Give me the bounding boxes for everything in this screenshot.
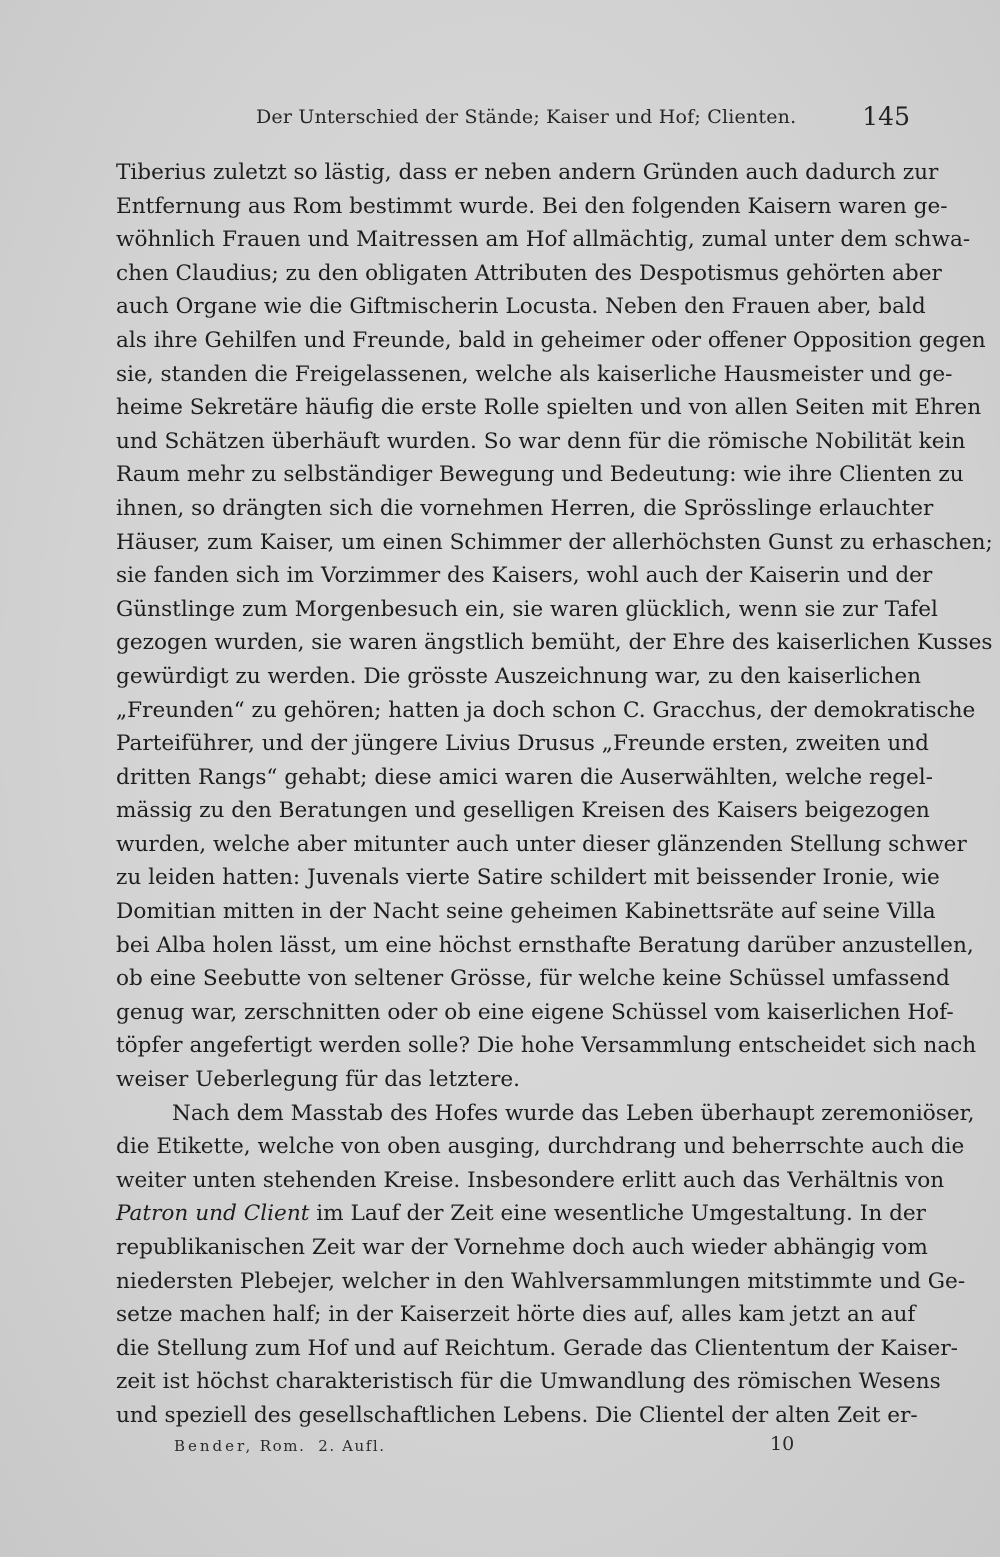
text-line: sie, standen die Freigelassenen, welche als kaiserliche Hausmeister und ge- [116, 361, 953, 387]
signature-author: Bender, [174, 1437, 254, 1455]
signature-edition: 2. Aufl. [318, 1437, 386, 1455]
page-footer [116, 1431, 900, 1463]
page-body [116, 156, 993, 1433]
text-line: auch Organe wie die Giftmischerin Locusta. Neben den Frauen aber, bald [116, 294, 926, 320]
text-line: ihnen, so drängten sich die vornehmen Herren, die Sprösslinge erlauchter [116, 495, 934, 521]
text-line: weiter unten stehenden Kreise. Insbesondere erlitt auch das Verhältnis von [116, 1167, 945, 1193]
text-line: töpfer angefertigt werden solle? Die hohe Versammlung entscheidet sich nach [116, 1033, 977, 1059]
paragraph-1 [116, 156, 993, 1097]
text-segment: im Lauf der Zeit eine wesentliche Umgestaltung. In der [316, 1201, 927, 1227]
text-line: chen Claudius; zu den obligaten Attributen des Despotismus gehörten aber [116, 260, 942, 286]
text-line: die Stellung zum Hof und auf Reichtum. Gerade das Cliententum der Kaiser- [116, 1335, 958, 1361]
text-line: sie fanden sich im Vorzimmer des Kaisers, wohl auch der Kaiserin und der [116, 563, 933, 589]
text-line: Tiberius zuletzt so lästig, dass er neben andern Gründen auch dadurch zur [116, 160, 939, 185]
text-line: zeit ist höchst charakteristisch für die Umwandlung des römischen Wesens [116, 1369, 941, 1395]
text-line: Domitian mitten in der Nacht seine geheimen Kabinettsräte auf seine Villa [116, 899, 936, 925]
text-line: „Freunden“ zu gehören; hatten ja doch schon C. Gracchus, der demokratische [116, 697, 976, 723]
text-line: Entfernung aus Rom bestimmt wurde. Bei den folgenden Kaisern waren ge- [116, 193, 948, 219]
text-line: ob eine Seebutte von seltener Grösse, für welche keine Schüssel umfassend [116, 966, 950, 992]
text-line: setze machen half; in der Kaiserzeit hörte dies auf, alles kam jetzt an auf [116, 1302, 916, 1328]
text-line: dritten Rangs“ gehabt; diese amici waren die Auserwählten, welche regel- [116, 764, 933, 790]
text-line: genug war, zerschnitten oder ob eine eigene Schüssel vom kaiserlichen Hof- [116, 999, 954, 1025]
page-header [116, 100, 910, 136]
italic-phrase: Patron und Client [116, 1201, 310, 1227]
text-line: und speziell des gesellschaftlichen Lebens. Die Clientel der alten Zeit er- [116, 1402, 918, 1428]
signature-title: Rom. [259, 1437, 306, 1455]
text-line: gewürdigt zu werden. Die grösste Auszeichnung war, zu den kaiserlichen [116, 663, 922, 689]
text-line: Parteiführer, und der jüngere Livius Drusus „Freunde ersten, zweiten und [116, 731, 929, 757]
page-number: 145 [862, 102, 910, 131]
text-line: Günstlinge zum Morgenbesuch ein, sie waren glücklich, wenn sie zur Tafel [116, 596, 938, 622]
signature-number: 10 [770, 1433, 795, 1455]
printer-signature [174, 1437, 386, 1455]
text-line: zu leiden hatten: Juvenals vierte Satire schildert mit beissender Ironie, wie [116, 865, 940, 891]
text-line: wurden, welche aber mitunter auch unter dieser glänzenden Stellung schwer [116, 831, 967, 857]
text-line: Häuser, zum Kaiser, um einen Schimmer der allerhöchsten Gunst zu erhaschen; [116, 529, 993, 555]
text-line: niedersten Plebejer, welcher in den Wahlversammlungen mitstimmte und Ge- [116, 1268, 966, 1294]
text-line: weiser Ueberlegung für das letztere. [116, 1067, 521, 1093]
text-line-with-italic [116, 1197, 927, 1231]
text-line: wöhnlich Frauen und Maitressen am Hof allmächtig, zumal unter dem schwa- [116, 227, 971, 253]
text-line: heime Sekretäre häufig die erste Rolle spielten und von allen Seiten mit Ehren [116, 395, 982, 421]
running-title: Der Unterschied der Stände; Kaiser und Hof; Clienten. [256, 106, 797, 128]
text-line: bei Alba holen lässt, um eine höchst ernsthafte Beratung darüber anzustellen, [116, 932, 974, 958]
text-line: die Etikette, welche von oben ausging, durchdrang und beherrschte auch die [116, 1134, 965, 1160]
text-line: republikanischen Zeit war der Vornehme doch auch wieder abhängig vom [116, 1235, 928, 1260]
text-line: als ihre Gehilfen und Freunde, bald in geheimer oder offener Opposition gegen [116, 327, 986, 353]
text-line: mässig zu den Beratungen und geselligen Kreisen des Kaisers beigezogen [116, 798, 930, 824]
text-line: Raum mehr zu selbständiger Bewegung und Bedeutung: wie ihre Clienten zu [116, 462, 964, 488]
text-line: gezogen wurden, sie waren ängstlich bemüht, der Ehre des kaiserlichen Kusses [116, 630, 993, 656]
text-line: und Schätzen überhäuft wurden. So war denn für die römische Nobilität kein [116, 428, 966, 454]
paragraph-2 [116, 1097, 975, 1433]
text-line: Nach dem Masstab des Hofes wurde das Leben überhaupt zeremoniöser, [172, 1100, 975, 1126]
